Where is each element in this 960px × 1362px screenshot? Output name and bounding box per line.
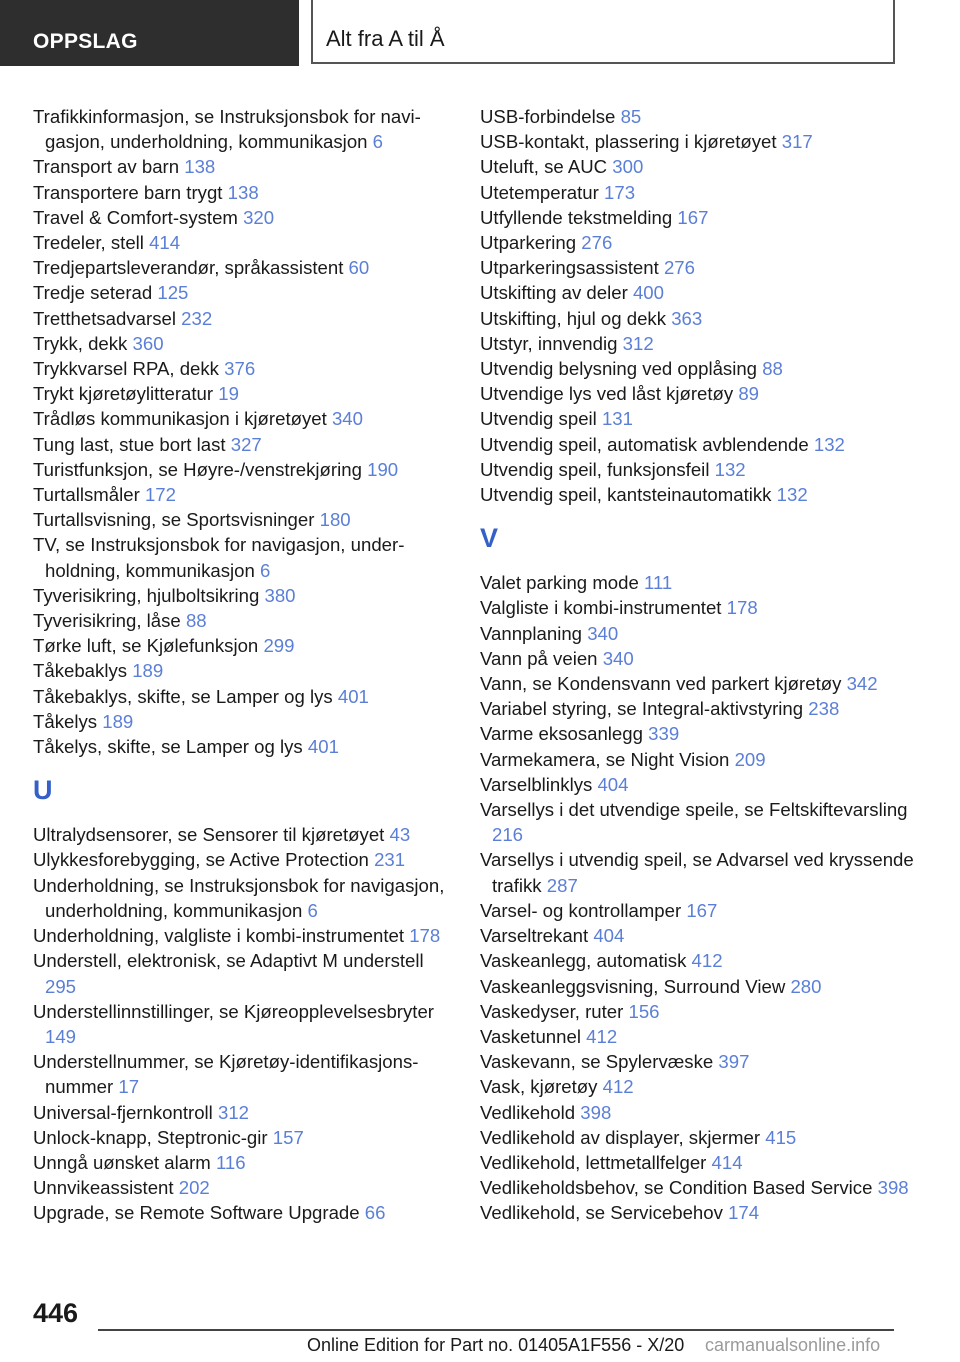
index-entry-text: Utvendig speil [480, 408, 597, 430]
index-entry-text: Tåkebaklys [33, 660, 128, 682]
index-entry [480, 948, 920, 973]
index-entry-text: Vedlikehold, lettmetallfelger [480, 1151, 707, 1173]
page-reference-link[interactable]: 132 [813, 433, 845, 455]
index-entry [33, 948, 453, 998]
page-reference-link[interactable]: 202 [178, 1177, 210, 1199]
index-letter-heading: V [480, 523, 499, 554]
index-entry [33, 356, 453, 381]
index-entry [33, 1125, 453, 1150]
index-entry [33, 873, 453, 923]
page-reference-link[interactable]: 189 [132, 660, 164, 682]
index-entry [480, 331, 920, 356]
index-entry-text: Trykk, dekk [33, 332, 128, 354]
index-column-left [33, 104, 453, 1226]
page-reference-link[interactable]: 280 [790, 975, 822, 997]
page-reference-link[interactable]: 312 [217, 1101, 250, 1123]
index-entry-text: Ulykkesforebygging, se Active Protection [33, 849, 369, 871]
page-reference-link[interactable]: 404 [593, 925, 625, 947]
page-reference-link[interactable]: 138 [227, 181, 259, 203]
index-entry-text: Vannplaning [480, 622, 583, 644]
watermark-text: carmanualsonline.info [705, 1335, 881, 1355]
index-entry [33, 154, 453, 179]
index-entry-text: Vaskevann, se Spylervæske [480, 1051, 714, 1073]
page-reference-link[interactable]: 125 [157, 282, 189, 304]
index-entry [33, 406, 453, 431]
page-reference-link[interactable]: 149 [45, 1025, 77, 1047]
chapter-title: Alt fra A til Å [326, 26, 445, 51]
index-entry [480, 595, 920, 620]
page-reference-link[interactable]: 380 [264, 584, 296, 606]
page-reference-link[interactable]: 327 [230, 433, 262, 455]
page-reference-link[interactable]: 238 [808, 698, 840, 720]
page-reference-link[interactable]: 85 [620, 106, 642, 127]
page-reference-link[interactable]: 189 [102, 710, 134, 732]
page-reference-link[interactable]: 6 [372, 131, 384, 153]
page-reference-link[interactable]: 173 [604, 181, 636, 203]
page-reference-link[interactable]: 412 [691, 950, 723, 972]
page-reference-link[interactable]: 180 [319, 509, 351, 531]
index-entry-text: Uteluft, se AUC [480, 156, 608, 178]
index-entry [480, 381, 920, 406]
index-entry [33, 1175, 453, 1200]
index-entry [33, 280, 453, 305]
index-entry-text: Vask, kjøretøy [480, 1076, 598, 1098]
page-reference-link[interactable]: 401 [307, 736, 339, 758]
index-entry-text: Varmekamera, se Night Vision [480, 748, 730, 770]
index-entry-text: Varsel- og kontrollamper [480, 899, 682, 921]
index-entry [33, 999, 453, 1049]
page-number: 446 [33, 1298, 79, 1328]
index-entry [33, 104, 453, 154]
index-entry [33, 583, 453, 608]
page-reference-link[interactable]: 287 [546, 874, 578, 896]
page-reference-link[interactable]: 88 [762, 358, 783, 380]
index-entry [480, 1150, 920, 1175]
page-reference-link[interactable]: 295 [45, 975, 77, 997]
index-entry-text: Valgliste i kombi-instrumentet [480, 597, 722, 619]
index-entry [33, 230, 453, 255]
page-reference-link[interactable]: 360 [132, 332, 164, 354]
index-entry [480, 696, 920, 721]
index-entry [480, 772, 920, 797]
edition-text: Online Edition for Part no. 01405A1F556 - X/20 [307, 1335, 685, 1355]
index-entry [480, 671, 920, 696]
index-entry [480, 570, 920, 595]
index-entry-text: Varselblinklys [480, 773, 593, 795]
index-entry-text: Vaskedyser, ruter [480, 1000, 624, 1022]
index-entry [33, 1200, 453, 1225]
page-reference-link[interactable]: 232 [181, 307, 213, 329]
page-reference-link[interactable]: 398 [580, 1101, 612, 1123]
page-reference-link[interactable]: 320 [243, 206, 275, 228]
index-entry-text: Vedlikehold av displayer, skjermer [480, 1126, 761, 1148]
page-reference-link[interactable]: 398 [877, 1177, 909, 1199]
page-reference-link[interactable]: 43 [389, 824, 411, 846]
index-entry [33, 658, 453, 683]
index-entry-text: Understellinnstillinger, se Kjøreopplevelsesbryter [33, 1000, 434, 1022]
index-entry-text: Utvendig speil, kantsteinautomatikk [480, 484, 772, 506]
index-entry-text: Utparkering [480, 232, 577, 254]
page-reference-link[interactable]: 172 [144, 484, 176, 506]
index-entry [480, 1200, 920, 1225]
page-reference-link[interactable]: 156 [628, 1000, 660, 1022]
page-header [0, 0, 960, 66]
index-entry-text: Utskifting, hjul og dekk [480, 307, 667, 329]
index-entry-text: Tredeler, stell [33, 232, 144, 254]
footer-divider [98, 1329, 894, 1331]
index-entry [33, 532, 453, 582]
page-reference-link[interactable]: 299 [263, 635, 295, 657]
index-entry-text: Vedlikeholdsbehov, se Condition Based Service [480, 1177, 873, 1199]
page-reference-link[interactable]: 414 [711, 1151, 743, 1173]
page-reference-link[interactable]: 397 [718, 1051, 750, 1073]
page-reference-link[interactable]: 17 [118, 1076, 140, 1098]
index-entry [480, 898, 920, 923]
page-reference-link[interactable]: 111 [644, 572, 673, 594]
index-entry [33, 205, 453, 230]
index-entry-text: Utstyr, innvendig [480, 332, 618, 354]
page-reference-link[interactable]: 404 [597, 773, 629, 795]
index-entry [480, 205, 920, 230]
page-reference-link[interactable]: 412 [586, 1025, 618, 1047]
index-entry [480, 180, 920, 205]
index-entry [33, 331, 453, 356]
index-entry-text: Turistfunksjon, se Høyre-/venstrekjøring [33, 458, 362, 480]
page-reference-link[interactable]: 216 [492, 824, 524, 846]
page-reference-link[interactable]: 116 [215, 1151, 246, 1173]
index-entry-text: Utvendige lys ved låst kjøretøy [480, 383, 734, 405]
index-entry-text: Upgrade, se Remote Software Upgrade [33, 1202, 360, 1224]
index-entry-text: Unlock-knapp, Steptronic-gir [33, 1126, 268, 1148]
index-entry-text: Turtallsvisning, se Sportsvisninger [33, 509, 315, 531]
index-entry-text: TV, se Instruksjonsbok for navigasjon, underholdning, kommunikasjon [33, 534, 405, 581]
index-entry-text: Understellnummer, se Kjøretøy-identifikasjonsnummer [33, 1051, 419, 1098]
index-entry [33, 432, 453, 457]
index-entry [33, 608, 453, 633]
index-entry [480, 646, 920, 671]
index-entry [33, 709, 453, 734]
index-entry [480, 1100, 920, 1125]
index-entry [480, 104, 920, 129]
index-entry [480, 129, 920, 154]
index-entry-text: Tung last, stue bort last [33, 433, 226, 455]
page-reference-link[interactable]: 209 [734, 748, 766, 770]
index-entry [33, 255, 453, 280]
page-reference-link[interactable]: 400 [632, 282, 664, 304]
index-entry-text: Trådløs kommunikasjon i kjøretøyet [33, 408, 327, 430]
index-entry-text: Varsellys i det utvendige speile, se Feltskiftevarsling [480, 799, 908, 821]
page-reference-link[interactable]: 231 [374, 849, 406, 871]
page-reference-link[interactable]: 174 [728, 1202, 760, 1224]
page-reference-link[interactable]: 340 [602, 647, 634, 669]
page-reference-link[interactable]: 178 [726, 597, 758, 619]
index-entry [480, 1125, 920, 1150]
index-entry [33, 482, 453, 507]
page-reference-link[interactable]: 190 [367, 458, 399, 480]
index-entry-text: Varme eksosanlegg [480, 723, 643, 745]
index-entry-text: Universal-fjernkontroll [33, 1101, 213, 1123]
index-entry [33, 1150, 453, 1175]
index-entry-text: Underholdning, se Instruksjonsbok for navigasjon, underholdning, kommunikasjon [33, 874, 445, 921]
index-entry [33, 822, 453, 847]
page-reference-link[interactable]: 167 [677, 206, 709, 228]
index-entry-text: Unnvikeassistent [33, 1177, 174, 1199]
page-reference-link[interactable]: 132 [776, 484, 808, 506]
page-reference-link[interactable]: 138 [184, 156, 216, 178]
index-entry-text: Travel & Comfort-system [33, 206, 238, 228]
index-entry-text: USB-kontakt, plassering i kjøretøyet [480, 131, 777, 153]
page-reference-link[interactable]: 276 [581, 232, 613, 254]
index-entry-text: Varsellys i utvendig speil, se Advarsel ved kryssende trafikk [480, 849, 914, 896]
page-reference-link[interactable]: 312 [622, 332, 654, 354]
index-entry [480, 457, 920, 482]
page-reference-link[interactable]: 131 [601, 408, 633, 430]
index-entry [480, 432, 920, 457]
index-entry [480, 974, 920, 999]
index-entry-text: Transportere barn trygt [33, 181, 223, 203]
index-entry-text: Underholdning, valgliste i kombi-instrumentet [33, 925, 405, 947]
page-reference-link[interactable]: 6 [260, 559, 271, 581]
index-entry-text: Tredjepartsleverandør, språkassistent [33, 257, 344, 279]
index-entry [480, 230, 920, 255]
page-reference-link[interactable]: 317 [781, 131, 813, 153]
page-reference-link[interactable]: 66 [364, 1202, 386, 1224]
index-entry [480, 621, 920, 646]
index-column-right [480, 104, 920, 1226]
index-entry [33, 1100, 453, 1125]
index-entry [480, 1049, 920, 1074]
index-entry [33, 734, 453, 759]
page-reference-link[interactable]: 415 [765, 1126, 797, 1148]
chapter-title-box [311, 0, 895, 64]
index-entry [33, 1049, 453, 1099]
page-reference-link[interactable]: 132 [714, 458, 746, 480]
index-entry-text: Trykkvarsel RPA, dekk [33, 358, 219, 380]
index-entry [480, 406, 920, 431]
index-entry [480, 255, 920, 280]
index-entry-text: Vann, se Kondensvann ved parkert kjøretøy [480, 673, 842, 695]
index-entry [33, 306, 453, 331]
index-entry [480, 154, 920, 179]
page-reference-link[interactable]: 412 [602, 1076, 634, 1098]
page-reference-link[interactable]: 276 [663, 257, 695, 279]
page-reference-link[interactable]: 60 [348, 257, 370, 279]
index-entry [33, 923, 453, 948]
index-entry-text: Understell, elektronisk, se Adaptivt M understell [33, 950, 424, 972]
index-entry-text: Varseltrekant [480, 925, 589, 947]
index-entry [480, 847, 920, 897]
page-reference-link[interactable]: 376 [224, 358, 256, 380]
index-entry [33, 684, 453, 709]
page-reference-link[interactable]: 401 [337, 685, 369, 707]
index-entry [480, 923, 920, 948]
index-entry-text: Vedlikehold [480, 1101, 576, 1123]
page-reference-link[interactable]: 340 [587, 622, 619, 644]
index-entry-text: Valet parking mode [480, 572, 639, 594]
index-entry-text: Tåkelys, skifte, se Lamper og lys [33, 736, 303, 758]
index-entry-text: Ultralydsensorer, se Sensorer til kjøretøyet [33, 824, 385, 846]
page-reference-link[interactable]: 363 [671, 307, 703, 329]
page-reference-link[interactable]: 88 [185, 610, 207, 632]
index-entry-text: Trafikkinformasjon, se Instruksjonsbok for navigasjon, underholdning, kommunikasjon [33, 106, 421, 153]
index-entry [33, 633, 453, 658]
page-reference-link[interactable]: 342 [846, 673, 878, 695]
index-entry [33, 507, 453, 532]
page-reference-link[interactable]: 339 [648, 723, 680, 745]
index-entry [33, 381, 453, 406]
index-entry [480, 356, 920, 381]
index-entry-text: Utvendig speil, funksjonsfeil [480, 458, 710, 480]
index-entry [480, 797, 920, 847]
index-entry [33, 180, 453, 205]
index-entry-text: Utvendig belysning ved opplåsing [480, 358, 758, 380]
index-entry-text: Vasketunnel [480, 1025, 581, 1047]
index-entry-text: USB-forbindelse [480, 106, 616, 127]
page-reference-link[interactable]: 157 [272, 1126, 304, 1148]
index-entry [480, 721, 920, 746]
index-entry-text: Utvendig speil, automatisk avblendende [480, 433, 809, 455]
index-entry-text: Unngå uønsket alarm [33, 1151, 211, 1173]
page-reference-link[interactable]: 6 [307, 899, 318, 921]
page-reference-link[interactable]: 340 [331, 408, 363, 430]
index-entry-text: Variabel styring, se Integral-aktivstyring [480, 698, 804, 720]
index-entry-text: Turtallsmåler [33, 484, 140, 506]
page-reference-link[interactable]: 167 [686, 899, 718, 921]
index-entry [480, 999, 920, 1024]
index-entry [33, 457, 453, 482]
page-reference-link[interactable]: 19 [218, 383, 239, 405]
index-entry [33, 847, 453, 872]
index-entry-text: Transport av barn [33, 156, 180, 178]
index-entry-text: Vaskeanleggsvisning, Surround View [480, 975, 786, 997]
index-entry [480, 1024, 920, 1049]
index-entry [480, 1074, 920, 1099]
index-entry-text: Tyverisikring, låse [33, 610, 181, 632]
index-entry-text: Tredje seterad [33, 282, 153, 304]
index-entry-text: Tåkebaklys, skifte, se Lamper og lys [33, 685, 333, 707]
index-entry-text: Tretthetsadvarsel [33, 307, 176, 329]
index-entry-text: Vaskeanlegg, automatisk [480, 950, 687, 972]
page-reference-link[interactable]: 414 [149, 232, 181, 254]
page-reference-link[interactable]: 178 [409, 925, 441, 947]
section-tab: OPPSLAG [0, 0, 299, 66]
index-entry-text: Vann på veien [480, 647, 598, 669]
index-entry-text: Utfyllende tekstmelding [480, 206, 673, 228]
index-entry-text: Tåkelys [33, 710, 98, 732]
index-entry [480, 747, 920, 772]
index-entry-text: Vedlikehold, se Servicebehov [480, 1202, 723, 1224]
index-letter-heading: U [33, 775, 53, 806]
index-entry [480, 306, 920, 331]
index-entry [480, 1175, 920, 1200]
index-entry-text: Utskifting av deler [480, 282, 628, 304]
index-entry-text: Tyverisikring, hjulboltsikring [33, 584, 260, 606]
index-entry-text: Tørke luft, se Kjølefunksjon [33, 635, 259, 657]
index-entry-text: Utetemperatur [480, 181, 599, 203]
index-entry-text: Utparkeringsassistent [480, 257, 659, 279]
index-entry [480, 280, 920, 305]
index-entry-text: Trykt kjøretøylitteratur [33, 383, 214, 405]
page-reference-link[interactable]: 89 [738, 383, 760, 405]
page-reference-link[interactable]: 300 [612, 156, 644, 178]
index-entry [480, 482, 920, 507]
